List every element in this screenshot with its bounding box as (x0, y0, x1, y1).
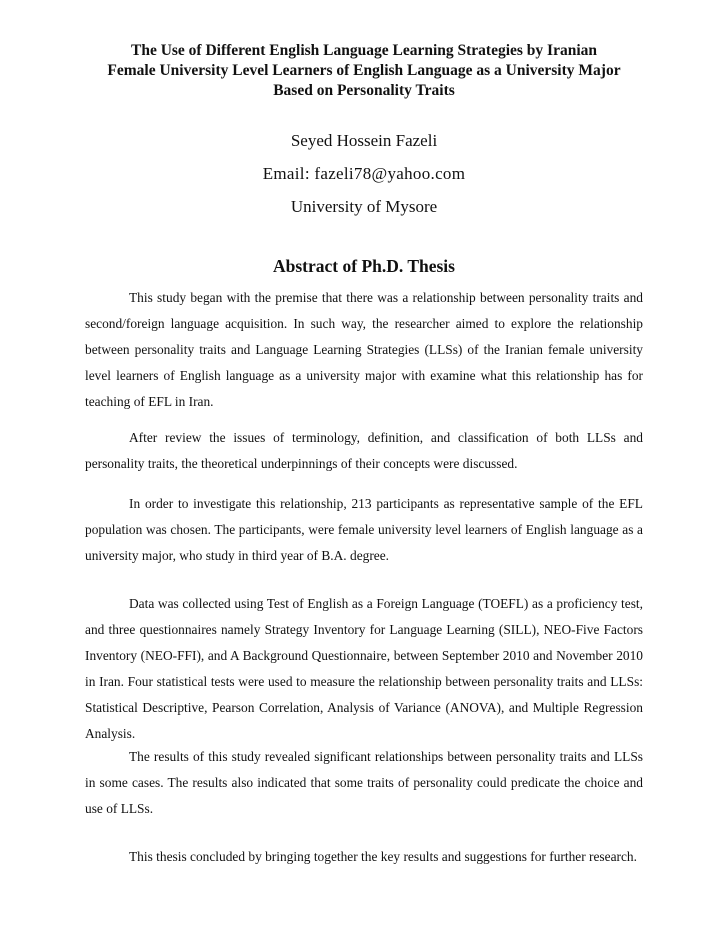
abstract-paragraph-1: This study began with the premise that there was a relationship between personality traits and second/foreign language acquisition. In such way, the researcher aimed to explore the relationship between personality traits and Language Learning Strategies (LLSs) of the Iranian female university level learners of English language as a university major with examine what this relationship has for teaching of EFL in Iran. (85, 290, 643, 409)
author-affiliation: University of Mysore (290, 197, 438, 216)
author-block (0, 124, 728, 223)
author-email: Email: fazeli78@yahoo.com (262, 164, 466, 183)
title-line-1: The Use of Different English Language Learning Strategies by Iranian (130, 42, 598, 59)
abstract-heading: Abstract of Ph.D. Thesis (273, 256, 455, 276)
abstract-paragraph-3: In order to investigate this relationship, 213 participants as representative sample of the EFL population was chosen. The participants, were female university level learners of English language as a university major, who study in third year of B.A. degree. (85, 496, 643, 563)
document-title (64, 41, 664, 101)
abstract-paragraph-6: This thesis concluded by bringing together the key results and suggestions for further research. (129, 849, 637, 864)
author-name: Seyed Hossein Fazeli (290, 131, 438, 150)
abstract-paragraph-4: Data was collected using Test of English as a Foreign Language (TOEFL) as a proficiency test, and three questionnaires namely Strategy Inventory for Language Learning (SILL), NEO-Five Factors Inventory (NEO-FFI), and A Background Questionnaire, between September 2010 and November 2010 in Iran. Four statistical tests were used to measure the relationship between personality traits and LLSs: Statistical Descriptive, Pearson Correlation, Analysis of Variance (ANOVA), and Multiple Regression Analysis. (85, 596, 643, 741)
abstract-paragraph-2: After review the issues of terminology, definition, and classification of both LLSs and personality traits, the theoretical underpinnings of their concepts were discussed. (85, 430, 643, 471)
title-line-2: Female University Level Learners of English Language as a University Major (107, 62, 621, 79)
abstract-paragraph-5: The results of this study revealed significant relationships between personality traits and LLSs in some cases. The results also indicated that some traits of personality could predicate the choice and use of LLSs. (85, 749, 643, 816)
title-line-3: Based on Personality Traits (273, 82, 455, 99)
